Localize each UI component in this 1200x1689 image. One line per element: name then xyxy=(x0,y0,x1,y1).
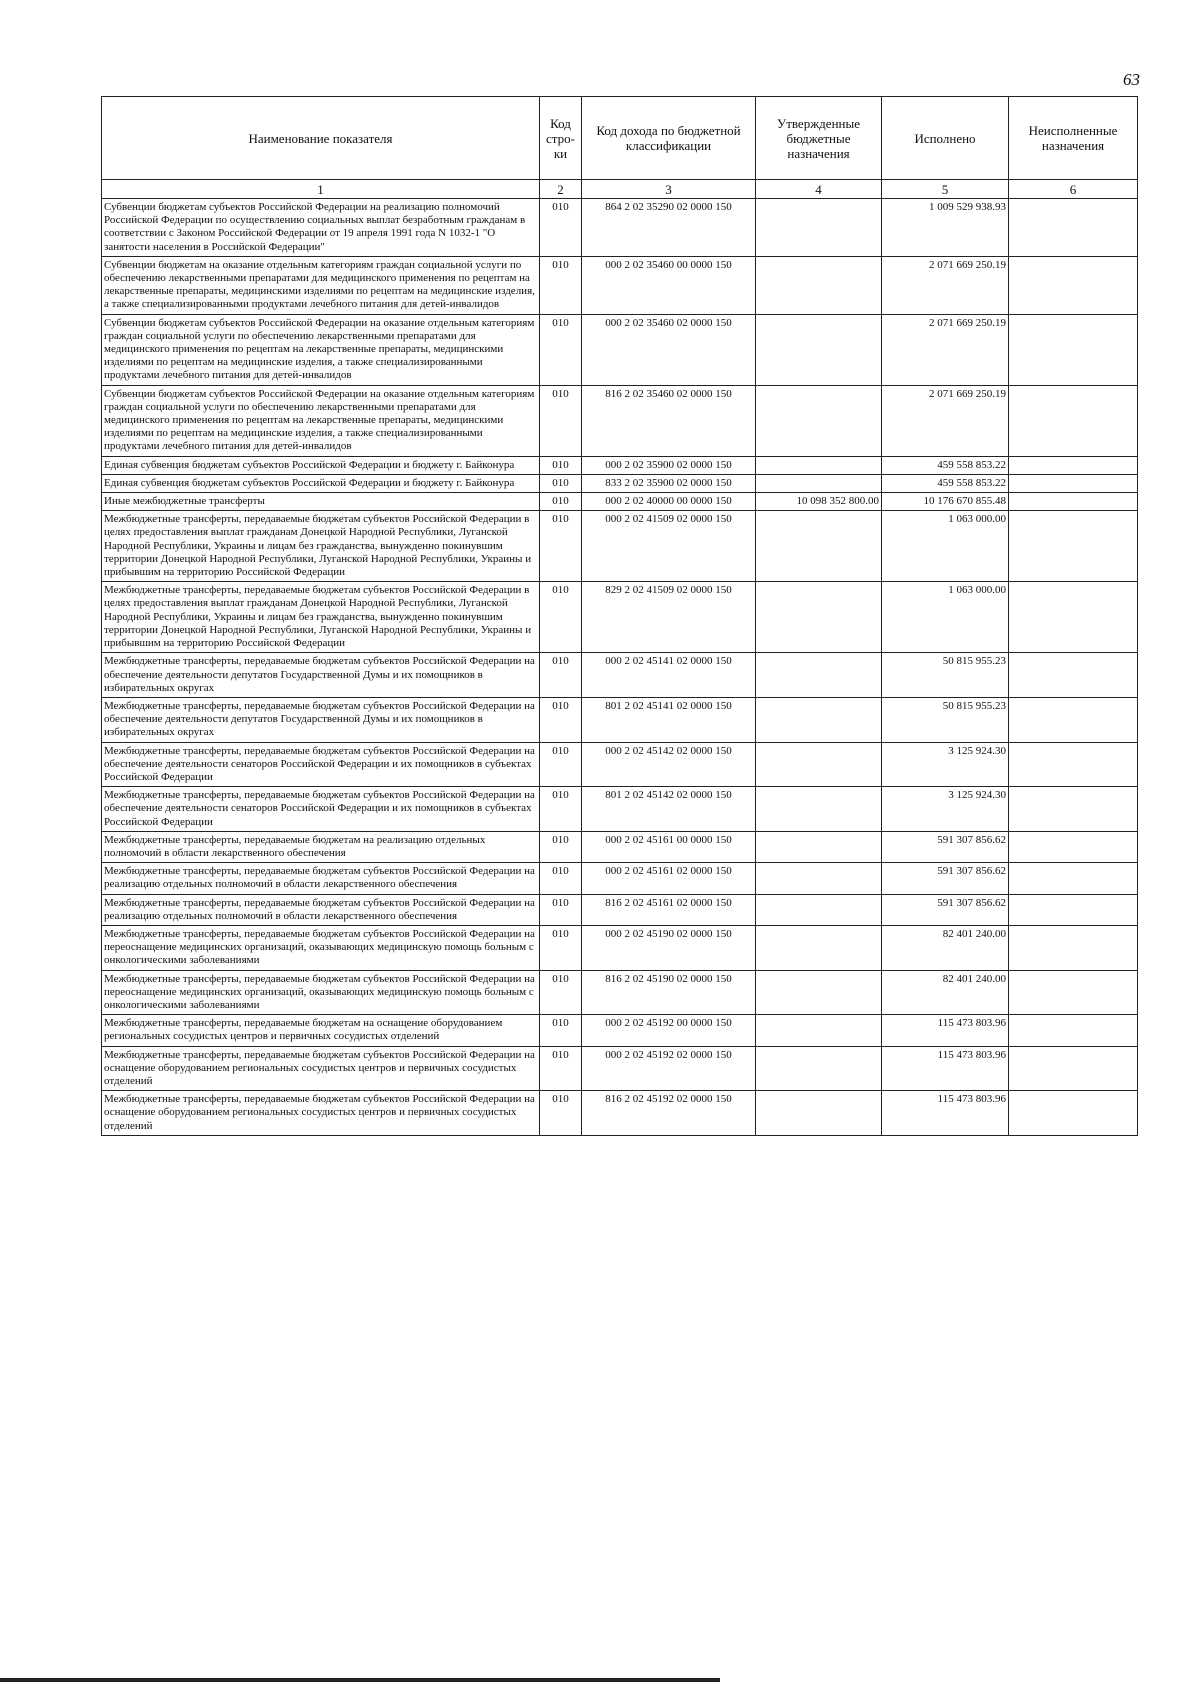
row-line-code: 010 xyxy=(540,582,582,653)
row-approved xyxy=(756,697,882,742)
row-executed: 2 071 669 250.19 xyxy=(882,314,1009,385)
table-row xyxy=(102,863,1138,894)
row-line-code: 010 xyxy=(540,831,582,862)
row-unexecuted xyxy=(1009,511,1138,582)
table-row xyxy=(102,511,1138,582)
row-income-code: 816 2 02 35460 02 0000 150 xyxy=(582,385,756,456)
row-unexecuted xyxy=(1009,582,1138,653)
row-line-code: 010 xyxy=(540,385,582,456)
table-body xyxy=(102,199,1138,1136)
column-number: 4 xyxy=(756,180,882,199)
row-income-code: 000 2 02 45161 02 0000 150 xyxy=(582,863,756,894)
row-executed: 1 063 000.00 xyxy=(882,511,1009,582)
row-name: Межбюджетные трансферты, передаваемые бюджетам субъектов Российской Федерации на переоснащение медицинских организаций, оказывающих медицинскую помощь больным с онкологическими заболеваниями xyxy=(102,925,540,970)
row-name: Межбюджетные трансферты, передаваемые бюджетам субъектов Российской Федерации на оснащение оборудованием региональных сосудистых центров и первичных сосудистых отделений xyxy=(102,1091,540,1136)
row-unexecuted xyxy=(1009,863,1138,894)
row-income-code: 000 2 02 40000 00 0000 150 xyxy=(582,493,756,511)
row-executed: 2 071 669 250.19 xyxy=(882,385,1009,456)
row-unexecuted xyxy=(1009,831,1138,862)
header-unexecuted: Неисполненные назначения xyxy=(1009,97,1138,180)
row-unexecuted xyxy=(1009,697,1138,742)
row-name: Субвенции бюджетам субъектов Российской Федерации на оказание отдельным категориям граждан социальной услуги по обеспечению лекарственными препаратами для медицинского применения по рецептам на лекарственные препараты, медицинскими изделиями по рецептам на медицинские изделия, а также специализированными продуктами лечебного питания для детей-инвалидов xyxy=(102,385,540,456)
row-unexecuted xyxy=(1009,787,1138,832)
row-name: Единая субвенция бюджетам субъектов Российской Федерации и бюджету г. Байконура xyxy=(102,456,540,474)
row-executed: 3 125 924.30 xyxy=(882,787,1009,832)
row-approved xyxy=(756,199,882,257)
scan-bottom-edge xyxy=(0,1678,720,1682)
row-income-code: 816 2 02 45161 02 0000 150 xyxy=(582,894,756,925)
row-approved xyxy=(756,831,882,862)
table-row xyxy=(102,831,1138,862)
row-name: Субвенции бюджетам субъектов Российской Федерации на оказание отдельным категориям граждан социальной услуги по обеспечению лекарственными препаратами для медицинского применения по рецептам на лекарственные препараты, медицинскими изделиями по рецептам на медицинские изделия, а также специализированными продуктами лечебного питания для детей-инвалидов xyxy=(102,314,540,385)
column-number: 2 xyxy=(540,180,582,199)
row-name: Межбюджетные трансферты, передаваемые бюджетам субъектов Российской Федерации в целях предоставления выплат гражданам Донецкой Народной Республики, Луганской Народной Республики, Украины и лицам без гражданства, вынужденно покинувшим территории Донецкой Народной Республики, Луганской Народной Республики, Украины и прибывшим на территорию Российской Федерации xyxy=(102,582,540,653)
row-unexecuted xyxy=(1009,314,1138,385)
row-unexecuted xyxy=(1009,474,1138,492)
header-income-code: Код дохода по бюджетной классификации xyxy=(582,97,756,180)
table-row xyxy=(102,256,1138,314)
table-row xyxy=(102,582,1138,653)
row-income-code: 816 2 02 45190 02 0000 150 xyxy=(582,970,756,1015)
row-name: Межбюджетные трансферты, передаваемые бюджетам субъектов Российской Федерации на оснащение оборудованием региональных сосудистых центров и первичных сосудистых отделений xyxy=(102,1046,540,1091)
row-executed: 2 071 669 250.19 xyxy=(882,256,1009,314)
row-approved xyxy=(756,1091,882,1136)
table-row xyxy=(102,385,1138,456)
table-row xyxy=(102,474,1138,492)
table-row xyxy=(102,787,1138,832)
row-name: Межбюджетные трансферты, передаваемые бюджетам субъектов Российской Федерации на обеспечение деятельности депутатов Государственной Думы и их помощников в избирательных округах xyxy=(102,653,540,698)
page-number: 63 xyxy=(1123,70,1140,89)
row-approved xyxy=(756,894,882,925)
row-income-code: 801 2 02 45141 02 0000 150 xyxy=(582,697,756,742)
table-row xyxy=(102,697,1138,742)
row-unexecuted xyxy=(1009,385,1138,456)
table-row xyxy=(102,1046,1138,1091)
row-executed: 50 815 955.23 xyxy=(882,697,1009,742)
row-approved xyxy=(756,653,882,698)
row-name: Иные межбюджетные трансферты xyxy=(102,493,540,511)
row-name: Единая субвенция бюджетам субъектов Российской Федерации и бюджету г. Байконура xyxy=(102,474,540,492)
row-approved xyxy=(756,314,882,385)
row-approved xyxy=(756,742,882,787)
row-name: Субвенции бюджетам субъектов Российской Федерации на реализацию полномочий Российской Федерации по осуществлению социальных выплат безработным гражданам в соответствии с Законом Российской Федерации от 19 апреля 1991 года N 1032-1 "О занятости населения в Российской Федерации" xyxy=(102,199,540,257)
row-income-code: 833 2 02 35900 02 0000 150 xyxy=(582,474,756,492)
row-executed: 459 558 853.22 xyxy=(882,474,1009,492)
row-unexecuted xyxy=(1009,653,1138,698)
row-line-code: 010 xyxy=(540,314,582,385)
row-executed: 115 473 803.96 xyxy=(882,1015,1009,1046)
row-unexecuted xyxy=(1009,1091,1138,1136)
table-row xyxy=(102,1091,1138,1136)
row-income-code: 000 2 02 45141 02 0000 150 xyxy=(582,653,756,698)
row-approved xyxy=(756,456,882,474)
row-income-code: 000 2 02 35460 02 0000 150 xyxy=(582,314,756,385)
row-line-code: 010 xyxy=(540,1015,582,1046)
row-line-code: 010 xyxy=(540,474,582,492)
row-approved xyxy=(756,582,882,653)
row-approved xyxy=(756,925,882,970)
row-line-code: 010 xyxy=(540,787,582,832)
column-number: 6 xyxy=(1009,180,1138,199)
row-income-code: 000 2 02 45192 00 0000 150 xyxy=(582,1015,756,1046)
row-income-code: 829 2 02 41509 02 0000 150 xyxy=(582,582,756,653)
row-approved xyxy=(756,787,882,832)
row-income-code: 816 2 02 45192 02 0000 150 xyxy=(582,1091,756,1136)
row-line-code: 010 xyxy=(540,511,582,582)
row-income-code: 000 2 02 35460 00 0000 150 xyxy=(582,256,756,314)
row-income-code: 801 2 02 45142 02 0000 150 xyxy=(582,787,756,832)
row-line-code: 010 xyxy=(540,1091,582,1136)
row-income-code: 000 2 02 45192 02 0000 150 xyxy=(582,1046,756,1091)
row-name: Межбюджетные трансферты, передаваемые бюджетам субъектов Российской Федерации на обеспечение деятельности депутатов Государственной Думы и их помощников в избирательных округах xyxy=(102,697,540,742)
row-approved xyxy=(756,256,882,314)
row-executed: 1 063 000.00 xyxy=(882,582,1009,653)
row-name: Межбюджетные трансферты, передаваемые бюджетам субъектов Российской Федерации на переоснащение медицинских организаций, оказывающих медицинскую помощь больным с онкологическими заболеваниями xyxy=(102,970,540,1015)
row-income-code: 000 2 02 45190 02 0000 150 xyxy=(582,925,756,970)
header-line-code: Код стро-ки xyxy=(540,97,582,180)
row-unexecuted xyxy=(1009,970,1138,1015)
table-row xyxy=(102,1015,1138,1046)
column-number-row xyxy=(102,180,1138,199)
row-executed: 591 307 856.62 xyxy=(882,894,1009,925)
row-executed: 10 176 670 855.48 xyxy=(882,493,1009,511)
row-executed: 82 401 240.00 xyxy=(882,970,1009,1015)
row-line-code: 010 xyxy=(540,456,582,474)
table-row xyxy=(102,742,1138,787)
row-approved xyxy=(756,385,882,456)
row-income-code: 000 2 02 45161 00 0000 150 xyxy=(582,831,756,862)
row-income-code: 000 2 02 41509 02 0000 150 xyxy=(582,511,756,582)
row-approved xyxy=(756,1015,882,1046)
row-executed: 115 473 803.96 xyxy=(882,1091,1009,1136)
row-unexecuted xyxy=(1009,199,1138,257)
row-unexecuted xyxy=(1009,456,1138,474)
row-unexecuted xyxy=(1009,256,1138,314)
row-executed: 591 307 856.62 xyxy=(882,863,1009,894)
header-approved: Утвержденные бюджетные назначения xyxy=(756,97,882,180)
row-line-code: 010 xyxy=(540,697,582,742)
row-unexecuted xyxy=(1009,493,1138,511)
table-row xyxy=(102,894,1138,925)
row-name: Субвенции бюджетам на оказание отдельным категориям граждан социальной услуги по обеспечению лекарственными препаратами для медицинского применения по рецептам на лекарственные препараты, медицинскими изделиями по рецептам на медицинские изделия, а также специализированными продуктами лечебного питания для детей-инвалидов xyxy=(102,256,540,314)
row-name: Межбюджетные трансферты, передаваемые бюджетам субъектов Российской Федерации на реализацию отдельных полномочий в области лекарственного обеспечения xyxy=(102,894,540,925)
table-row xyxy=(102,314,1138,385)
row-name: Межбюджетные трансферты, передаваемые бюджетам субъектов Российской Федерации на обеспечение деятельности сенаторов Российской Федерации и их помощников в субъектах Российской Федерации xyxy=(102,787,540,832)
row-name: Межбюджетные трансферты, передаваемые бюджетам субъектов Российской Федерации на реализацию отдельных полномочий в области лекарственного обеспечения xyxy=(102,863,540,894)
row-line-code: 010 xyxy=(540,1046,582,1091)
row-name: Межбюджетные трансферты, передаваемые бюджетам субъектов Российской Федерации в целях предоставления выплат гражданам Донецкой Народной Республики, Луганской Народной Республики, Украины и лицам без гражданства, вынужденно покинувшим территории Донецкой Народной Республики, Луганской Народной Республики, Украины и прибывшим на территорию Российской Федерации xyxy=(102,511,540,582)
row-line-code: 010 xyxy=(540,256,582,314)
row-unexecuted xyxy=(1009,925,1138,970)
row-income-code: 000 2 02 35900 02 0000 150 xyxy=(582,456,756,474)
header-name: Наименование показателя xyxy=(102,97,540,180)
column-number: 1 xyxy=(102,180,540,199)
row-approved xyxy=(756,863,882,894)
row-income-code: 864 2 02 35290 02 0000 150 xyxy=(582,199,756,257)
row-name: Межбюджетные трансферты, передаваемые бюджетам субъектов Российской Федерации на обеспечение деятельности сенаторов Российской Федерации и их помощников в субъектах Российской Федерации xyxy=(102,742,540,787)
table-row xyxy=(102,925,1138,970)
row-line-code: 010 xyxy=(540,493,582,511)
row-approved xyxy=(756,474,882,492)
row-executed: 3 125 924.30 xyxy=(882,742,1009,787)
header-row xyxy=(102,97,1138,180)
table-row xyxy=(102,970,1138,1015)
row-approved: 10 098 352 800.00 xyxy=(756,493,882,511)
row-executed: 115 473 803.96 xyxy=(882,1046,1009,1091)
row-unexecuted xyxy=(1009,894,1138,925)
table-row xyxy=(102,456,1138,474)
row-unexecuted xyxy=(1009,1046,1138,1091)
table-row xyxy=(102,493,1138,511)
row-unexecuted xyxy=(1009,742,1138,787)
row-line-code: 010 xyxy=(540,970,582,1015)
row-executed: 459 558 853.22 xyxy=(882,456,1009,474)
budget-report-table xyxy=(101,96,1138,1136)
column-number: 3 xyxy=(582,180,756,199)
row-line-code: 010 xyxy=(540,742,582,787)
row-income-code: 000 2 02 45142 02 0000 150 xyxy=(582,742,756,787)
row-unexecuted xyxy=(1009,1015,1138,1046)
column-number: 5 xyxy=(882,180,1009,199)
row-executed: 591 307 856.62 xyxy=(882,831,1009,862)
table-row xyxy=(102,199,1138,257)
row-line-code: 010 xyxy=(540,925,582,970)
row-approved xyxy=(756,970,882,1015)
row-executed: 50 815 955.23 xyxy=(882,653,1009,698)
header-executed: Исполнено xyxy=(882,97,1009,180)
row-approved xyxy=(756,511,882,582)
row-name: Межбюджетные трансферты, передаваемые бюджетам на оснащение оборудованием региональных сосудистых центров и первичных сосудистых отделений xyxy=(102,1015,540,1046)
row-executed: 1 009 529 938.93 xyxy=(882,199,1009,257)
row-line-code: 010 xyxy=(540,653,582,698)
row-line-code: 010 xyxy=(540,863,582,894)
row-line-code: 010 xyxy=(540,199,582,257)
table-row xyxy=(102,653,1138,698)
row-line-code: 010 xyxy=(540,894,582,925)
row-executed: 82 401 240.00 xyxy=(882,925,1009,970)
row-name: Межбюджетные трансферты, передаваемые бюджетам на реализацию отдельных полномочий в области лекарственного обеспечения xyxy=(102,831,540,862)
row-approved xyxy=(756,1046,882,1091)
